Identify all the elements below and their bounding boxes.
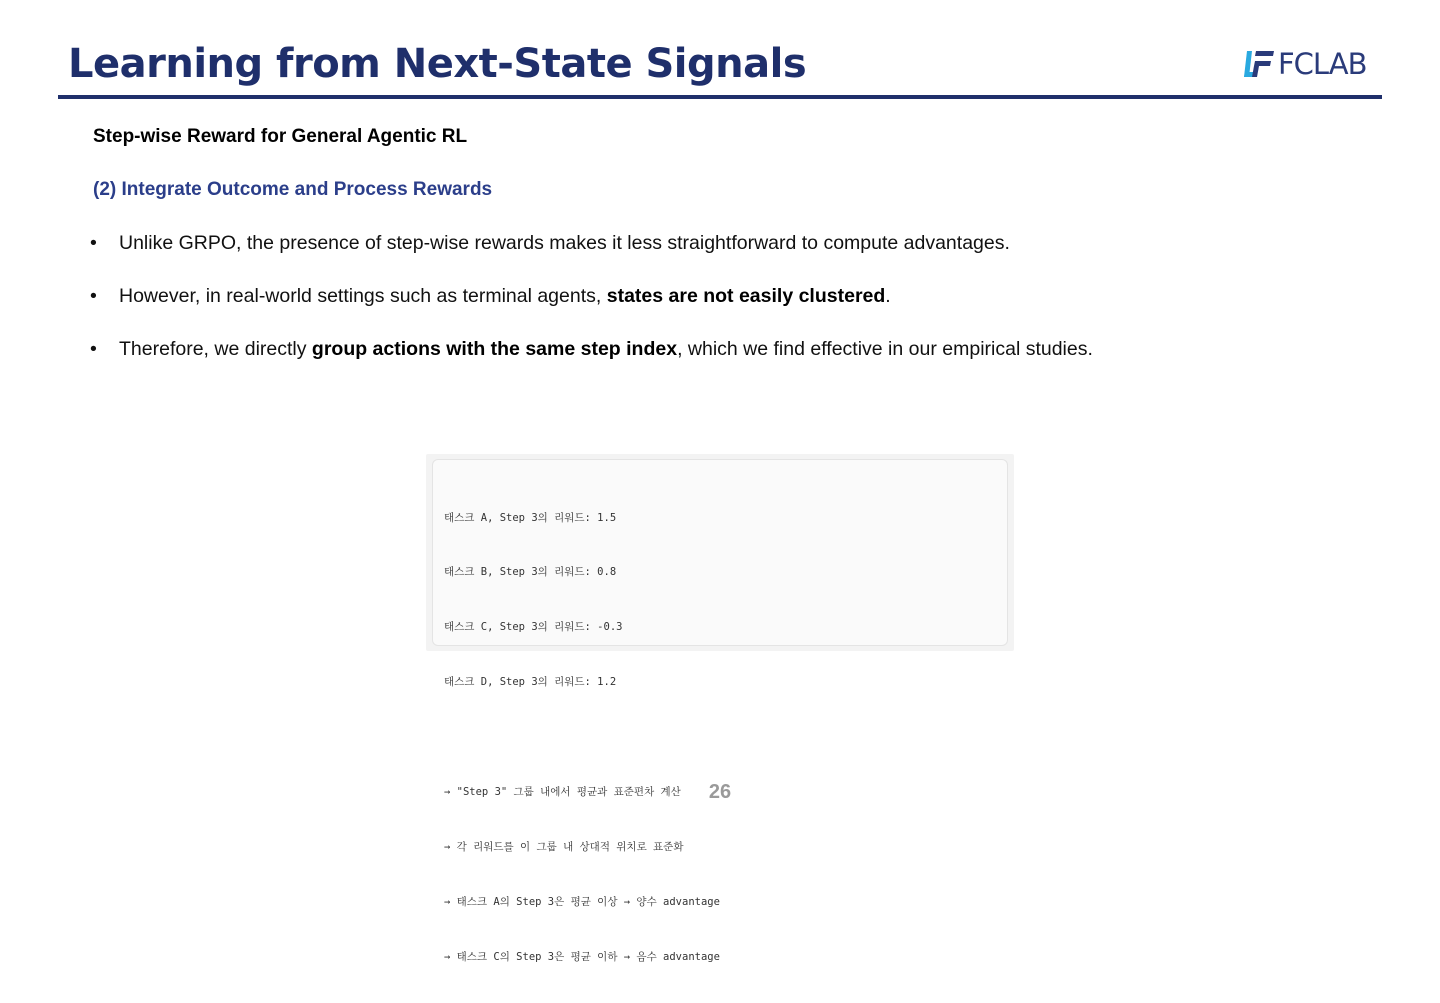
code-line: 태스크 D, Step 3의 리워드: 1.2 [444,676,617,689]
bullet-item [90,335,1093,363]
bullet-icon: • [90,232,97,254]
title-divider [58,95,1382,99]
bullet-text: Therefore, we directly [119,338,312,360]
fclab-logo-icon [1244,49,1274,79]
fclab-logo [1244,46,1367,82]
bullet-item [90,229,1093,257]
bullet-item [90,282,1093,310]
code-line: → 태스크 C의 Step 3은 평균 이하 → 음수 advantage [444,950,720,963]
code-line: 태스크 B, Step 3의 리워드: 0.8 [444,566,617,579]
bullet-text: However, in real-world settings such as terminal agents, [119,285,607,307]
bullet-text: Unlike GRPO, the presence of step-wise rewards makes it less straightforward to compute advantages. [119,232,1010,254]
code-line: → 각 리워드를 이 그룹 내 상대적 위치로 표준화 [444,840,684,853]
bullet-icon: • [90,338,97,360]
bullet-bold-text: states are not easily clustered [606,285,886,307]
code-line-blank [444,728,720,746]
bullet-bold-text: group actions with the same step index [311,338,678,360]
code-lines [444,472,720,1003]
bullet-text-tail: . [885,285,891,307]
code-line: 태스크 A, Step 3의 리워드: 1.5 [444,511,617,524]
code-line: → "Step 3" 그룹 내에서 평균과 표준편차 계산 [444,786,681,799]
slide-subtitle: Step-wise Reward for General Agentic RL [93,126,468,147]
logo-text: FCLAB [1278,47,1367,81]
bullet-icon: • [90,285,97,307]
slide-title: Learning from Next-State Signals [68,41,807,87]
section-heading: (2) Integrate Outcome and Process Rewards [93,179,493,200]
code-line: 태스크 C, Step 3의 리워드: -0.3 [444,621,623,634]
code-line: → 태스크 A의 Step 3은 평균 이상 → 양수 advantage [444,895,720,908]
bullet-list [90,229,1093,388]
page-number: 26 [708,781,732,803]
bullet-text-tail: , which we find effective in our empirical studies. [677,338,1093,360]
